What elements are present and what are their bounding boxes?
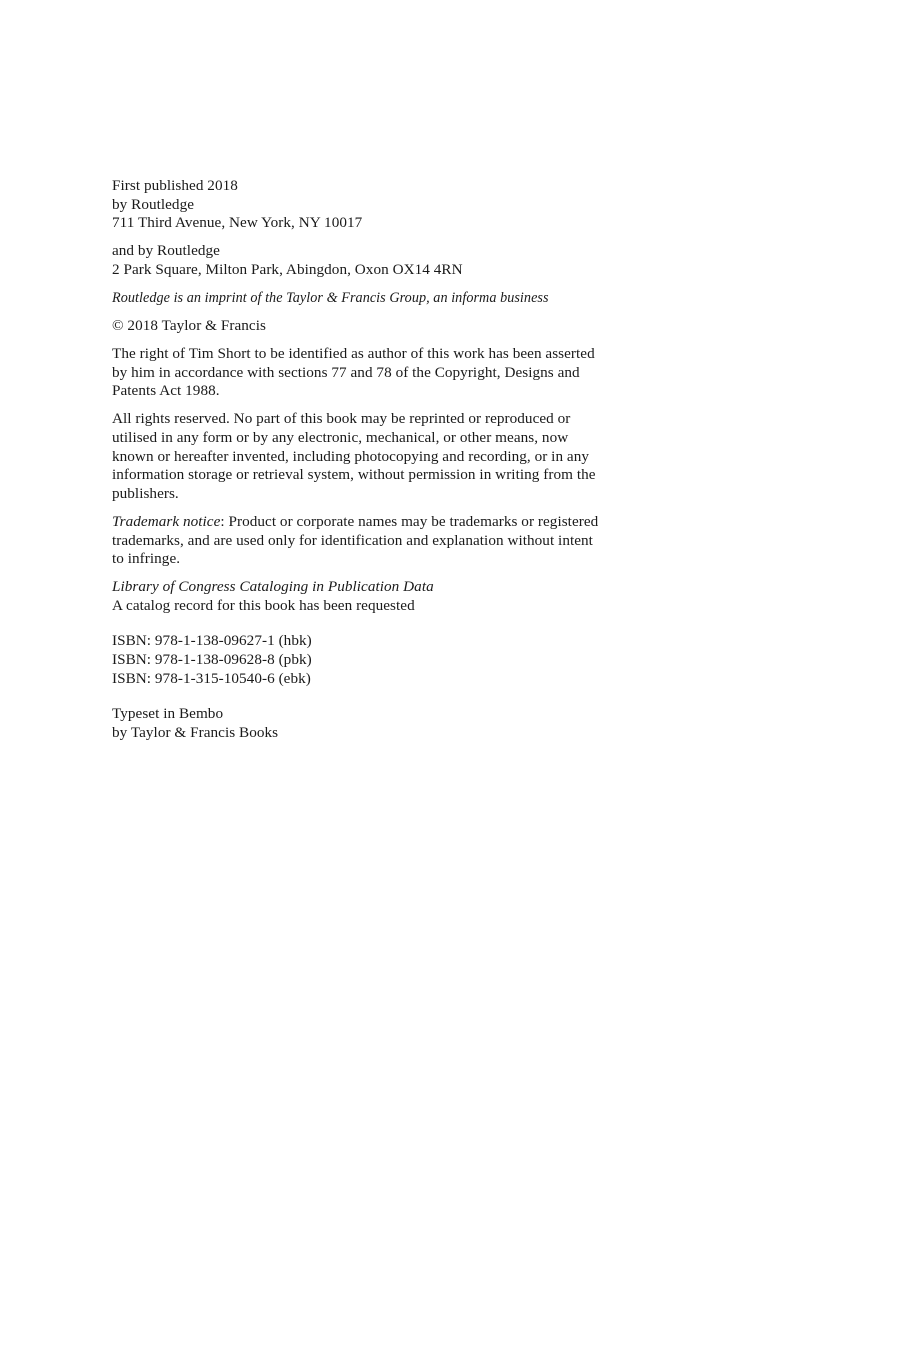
moral-rights-line: Patents Act 1988. [112, 382, 220, 400]
publisher-name-1: by Routledge [112, 195, 195, 213]
typesetter-line: by Taylor & Francis Books [112, 723, 279, 741]
trademark-text: : Product or corporate names may be trademarks or registered [220, 512, 599, 530]
moral-rights-line: by him in accordance with sections 77 and 78 of the Copyright, Designs and [112, 363, 580, 381]
isbn-ebk: ISBN: 978-1-315-10540-6 (ebk) [112, 669, 311, 687]
rights-reserved-line: publishers. [112, 484, 179, 502]
rights-reserved-line: utilised in any form or by any electronic, mechanical, or other means, now [112, 429, 569, 447]
publisher-address-1: 711 Third Avenue, New York, NY 10017 [112, 214, 363, 232]
imprint-note-text: Routledge is an imprint of the Taylor & Francis Group, an informa business [112, 289, 549, 306]
isbn-block [112, 632, 652, 688]
rights-reserved-line: All rights reserved. No part of this book may be reprinted or reproduced or [112, 410, 571, 428]
copyright-text: © 2018 Taylor & Francis [112, 317, 266, 335]
typeface-line: Typeset in Bembo [112, 705, 224, 723]
copyright-page [112, 177, 652, 742]
typesetting-block [112, 705, 652, 742]
trademark-line: to infringe. [112, 550, 181, 568]
all-rights-reserved-paragraph [112, 410, 652, 503]
publisher-name-2: and by Routledge [112, 242, 220, 260]
rights-reserved-line: known or hereafter invented, including photocopying and recording, or in any [112, 447, 590, 465]
moral-rights-line: The right of Tim Short to be identified as author of this work has been asserted [112, 345, 595, 363]
trademark-label: Trademark notice [112, 512, 221, 530]
moral-rights-paragraph [112, 345, 652, 401]
rights-reserved-line: information storage or retrieval system, without permission in writing from the [112, 466, 596, 484]
isbn-pbk: ISBN: 978-1-138-09628-8 (pbk) [112, 650, 312, 668]
isbn-hbk: ISBN: 978-1-138-09627-1 (hbk) [112, 632, 312, 650]
trademark-notice-paragraph [112, 513, 652, 569]
trademark-line: trademarks, and are used only for identification and explanation without intent [112, 531, 593, 549]
cataloging-block [112, 578, 652, 615]
cataloging-heading: Library of Congress Cataloging in Publication Data [112, 578, 434, 596]
publisher-block-1 [112, 177, 652, 233]
publisher-address-2: 2 Park Square, Milton Park, Abingdon, Oxon OX14 4RN [112, 260, 463, 278]
imprint-note [112, 289, 652, 308]
trademark-line-1 [112, 513, 652, 532]
publisher-block-2 [112, 242, 652, 279]
cataloging-record: A catalog record for this book has been requested [112, 596, 415, 614]
first-published-line: First published 2018 [112, 177, 238, 194]
copyright-notice [112, 317, 652, 336]
